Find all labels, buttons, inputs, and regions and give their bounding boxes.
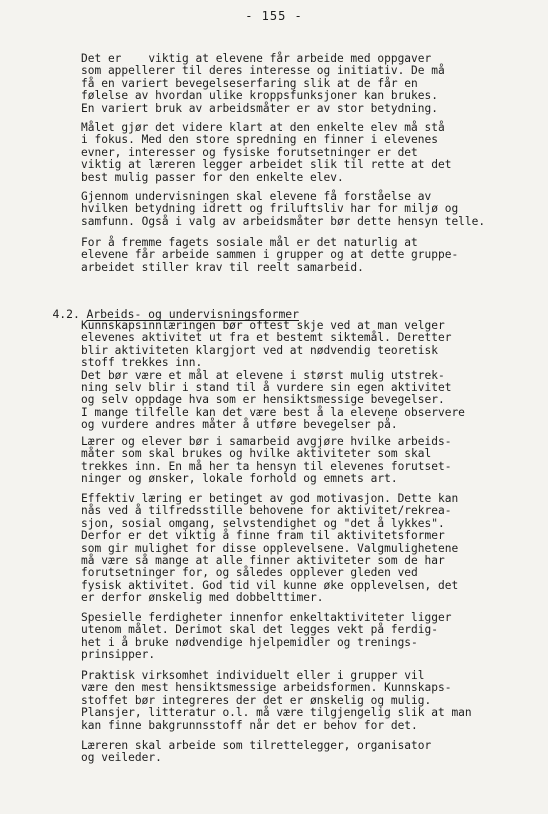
section-paragraph-3: Effektiv læring er betinget av god motivasjon. Dette kan nås ved å tilfredsstille behovene for aktivitet/rekrea- sjon, sosial omgang, selvstendighet og "det å lykkes". Derfor er det viktig å finne fram til aktivitetsformer som gir mulighet for disse opplevelsene. Valgmulighetene må være så mange at alle finner aktiviteter som de har forutsetninger for, og således opplever gleden ved fysisk aktivitet. God tid vil kunne øke opplevelsen, det er derfor ønskelig med dobbelttimer. bbox=[81, 492, 459, 605]
section-paragraph-5: Praktisk virksomhet individuelt eller i grupper vil være den mest hensiktsmessige arbeidsformen. Kunnskaps- stoffet bør integreres der det er ønskelig og mulig. Plansjer, litteratur o.l. må være tilgjengelig slik at man kan finne bakgrunnsstoff når det er behov for det. bbox=[81, 669, 472, 732]
paragraph-2: Målet gjør det videre klart at den enkelte elev må stå i fokus. Med den store spredning en finner i elevenes evner, interesser og fysiske forutsetninger er det viktig at læreren legger arbeidet slik til rette at det best mulig passer for den enkelte elev. bbox=[81, 121, 452, 184]
section-paragraph-1: Kunnskapsinnlæringen bør oftest skje ved at man velger elevenes aktivitet ut fra et bestemt siktemål. Deretter blir aktiviteten klargjort ved at nødvendig teoretisk stoff trekkes inn. Det bør være et mål at elevene i størst mulig utstrek- ning selv blir i stand til å vurdere sin egen aktivitet og selv oppdage hva som er hensiktsmessige bevegelser. I mange tilfelle kan det være best å la elevene observere og vurdere andres måter å utføre bevegelser på. bbox=[81, 319, 465, 432]
paragraph-4: For å fremme fagets sosiale mål er det naturlig at elevene får arbeide sammen i grupper og at dette gruppe- arbeidet stiller krav til reelt samarbeid. bbox=[81, 236, 459, 274]
paragraph-3: Gjennom undervisningen skal elevene få forståelse av hvilken betydning idrett og friluftsliv har for miljø og samfunn. Også i valg av arbeidsmåter bør dette hensyn telle. bbox=[81, 190, 486, 228]
paragraph-1: Det er viktig at elevene får arbeide med oppgaver som appellerer til deres interesse og initiativ. De må få en variert bevegelseserfaring slik at de får en følelse av hvordan ulike kroppsfunksjoner kan brukes. En variert bruk av arbeidsmåter er av stor betydning. bbox=[81, 52, 445, 115]
section-paragraph-6: Læreren skal arbeide som tilrettelegger, organisator og veileder. bbox=[81, 739, 432, 765]
section-number: 4.2. bbox=[52, 307, 80, 321]
section-title: Arbeids- og undervisningsformer bbox=[86, 307, 300, 321]
section-paragraph-2: Lærer og elever bør i samarbeid avgjøre hvilke arbeids- måter som skal brukes og hvilke aktiviteter som skal trekkes inn. En må her ta hensyn til elevenes forutset- ninger og ønsker, lokale forhold og emnets art. bbox=[81, 435, 452, 486]
section-paragraph-4: Spesielle ferdigheter innenfor enkeltaktiviteter ligger utenom målet. Derimot skal det legges vekt på ferdig- het i å bruke nødvendige hjelpemidler og trenings- prinsipper. bbox=[81, 611, 452, 662]
page-number: - 155 - bbox=[245, 9, 303, 23]
